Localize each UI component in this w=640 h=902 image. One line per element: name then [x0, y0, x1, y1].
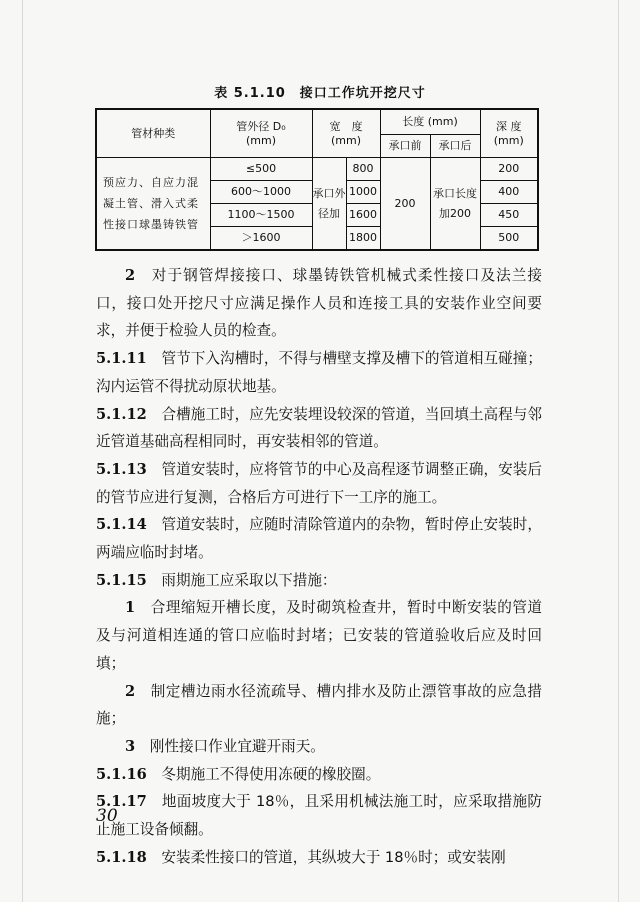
clause-text: 冬期施工不得使用冻硬的橡胶圈。	[161, 765, 381, 783]
paragraph-text: 制定槽边雨水径流疏导、槽内排水及防止漂管事故的应急措施；	[96, 682, 542, 728]
clause-number: 5.1.15	[96, 571, 147, 589]
header-width-unit: (mm)	[330, 133, 361, 147]
depth-cell: 500	[480, 227, 538, 251]
clause	[96, 511, 542, 566]
clause-text: 安装柔性接口的管道，其纵坡大于 18％时；或安装刚	[161, 848, 506, 866]
diameter-cell: ≤500	[210, 158, 312, 181]
clause-number: 5.1.17	[96, 793, 147, 811]
header-length-after: 承口后	[430, 135, 480, 158]
depth-cell: 200	[480, 158, 538, 181]
table-title: 表 5.1.10 接口工作坑开挖尺寸	[214, 86, 426, 101]
clause	[96, 788, 542, 843]
clause	[96, 345, 542, 400]
header-width	[312, 109, 380, 158]
excavation-size-table	[95, 108, 539, 251]
paragraph-text: 刚性接口作业宜避开雨天。	[149, 737, 325, 755]
clause-number: 5.1.11	[96, 350, 147, 368]
header-depth	[480, 109, 538, 158]
header-diameter	[210, 109, 312, 158]
paragraph	[96, 733, 542, 761]
clause-number: 5.1.13	[96, 460, 147, 478]
scan-edge-right	[618, 0, 619, 902]
item-number: 2	[125, 267, 136, 284]
paragraph-text: 对于钢管焊接接口、球墨铸铁管机械式柔性接口及法兰接口，接口处开挖尺寸应满足操作人员和连接工具的安装作业空间要求，并便于检验人员的检查。	[96, 267, 542, 340]
header-depth-unit: (mm)	[493, 133, 524, 147]
width-cell: 1800	[346, 227, 380, 251]
item-number: 1	[125, 599, 136, 617]
clause	[96, 401, 542, 456]
clause-text: 管道安装时，应随时清除管道内的杂物，暂时停止安装时，两端应临时封堵。	[96, 516, 542, 562]
clause-number: 5.1.12	[96, 405, 147, 423]
length-after-cell: 承口长度加200	[430, 158, 480, 251]
clause-text: 雨期施工应采取以下措施：	[161, 571, 337, 589]
clause-number: 5.1.14	[96, 516, 147, 534]
page-number: 30	[96, 806, 118, 826]
body-text	[96, 262, 542, 871]
paragraph-text: 合理缩短开槽长度，及时砌筑检查井，暂时中断安装的管道及与河道相连通的管口应临时封堵；已安装的管道验收后应及时回填；	[96, 599, 542, 672]
header-material: 管材种类	[96, 109, 210, 158]
width-cell: 1600	[346, 204, 380, 227]
header-diameter-label: 管外径 D₀	[236, 119, 286, 133]
header-depth-label: 深 度	[496, 119, 522, 133]
width-cell: 1000	[346, 181, 380, 204]
header-length-before: 承口前	[380, 135, 430, 158]
item-number: 3	[125, 737, 136, 755]
length-before-cell: 200	[380, 158, 430, 251]
clause-text: 管节下入沟槽时，不得与槽壁支撑及槽下的管道相互碰撞；沟内运管不得扰动原状地基。	[96, 350, 542, 395]
scan-edge-left	[22, 0, 23, 902]
paragraph	[96, 678, 542, 733]
clause	[96, 567, 542, 595]
clause	[96, 761, 542, 789]
clause-text: 管道安装时，应将管节的中心及高程逐节调整正确，安装后的管节应进行复测，合格后方可进行下一工序的施工。	[96, 460, 542, 506]
item-number: 2	[125, 682, 136, 700]
depth-cell: 450	[480, 204, 538, 227]
diameter-cell: 1100～1500	[210, 204, 312, 227]
width-note-cell: 承口外径加	[312, 158, 346, 251]
diameter-cell: 600～1000	[210, 181, 312, 204]
material-cell: 预应力、自应力混凝土管、滑入式柔性接口球墨铸铁管	[96, 158, 210, 251]
header-length: 长度 (mm)	[380, 109, 480, 135]
header-width-label: 宽 度	[329, 119, 363, 133]
diameter-cell: ＞1600	[210, 227, 312, 251]
clause-text: 合槽施工时，应先安装埋设较深的管道，当回填土高程与邻近管道基础高程相同时，再安装相邻的管道。	[96, 405, 542, 451]
clause	[96, 456, 542, 511]
clause-text: 地面坡度大于 18％，且采用机械法施工时，应采取措施防止施工设备倾翻。	[96, 793, 542, 839]
header-diameter-unit: (mm)	[245, 133, 276, 147]
clause	[96, 844, 542, 872]
width-cell: 800	[346, 158, 380, 181]
clause-number: 5.1.16	[96, 765, 147, 783]
depth-cell: 400	[480, 181, 538, 204]
paragraph	[96, 594, 542, 677]
clause-number: 5.1.18	[96, 848, 147, 866]
paragraph	[96, 262, 542, 345]
